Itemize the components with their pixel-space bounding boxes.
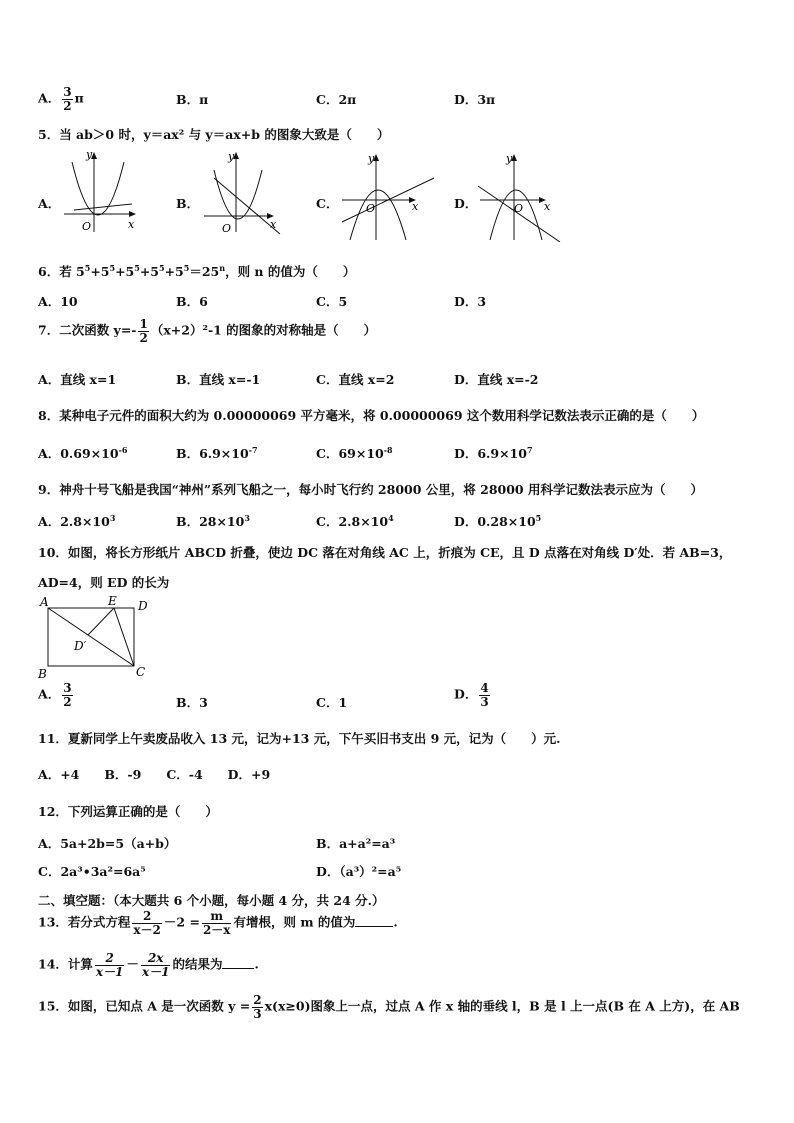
exponent: 5 [183,263,190,273]
numerator: 3 [63,85,72,99]
stem-part: 7．二次函数 y=- [38,322,137,338]
exponent: 4 [388,513,394,523]
label-c: C [136,665,146,679]
denominator: 2 [63,694,72,709]
numerator: 3 [63,681,72,695]
line [74,204,132,210]
stem-part: 6．若 5 [38,264,85,279]
stem-part: +5 [115,264,135,279]
q7-option-c: C．直线 x=2 [316,372,395,387]
fraction [479,682,489,708]
q9-option-a [38,512,115,530]
fraction [95,952,125,978]
stem-part: 14．计算 [38,956,93,972]
option-label: A． [38,686,61,702]
option-text: B．6.9×10 [176,446,249,461]
option-text: C．2.8×10 [316,514,389,529]
q5-option-a-label: A． [38,196,61,211]
numerator: 4 [480,681,489,695]
q8-option-b: B．$6.9\times 10^{-7}$ [176,445,258,461]
q10-stem-line1: 10．如图，将长方形纸片 ABCD 折叠，使边 DC 落在对角线 AC 上，折痕为 CE，且 D 点落在对角线 D′处．若 AB=3， [38,545,732,560]
x-label: x [544,200,551,213]
parabola [214,170,262,219]
option-text: D．6.9×10 [454,446,527,461]
q12-option-a: A．5a+2b=5（a+b） [38,836,177,851]
origin-label: O [222,222,232,235]
denominator: 2 [63,98,72,113]
q8-stem: 8．某种电子元件的面积大约为 0.00000069 平方毫米，将 0.00000069 这个数用科学记数法表示正确的是（ ） [38,408,705,423]
q6-stem [38,262,355,280]
q12-stem: 12．下列运算正确的是（ ） [38,804,218,819]
origin-label: O [82,220,92,233]
y-label: y [506,152,513,165]
option-text: D．0.28×10 [454,514,536,529]
diagonal-ac [48,608,134,666]
fraction [62,86,72,112]
q11-stem: 11．夏新同学上午卖废品收入 13 元，记为+13 元，下午买旧书支出 9 元，记为（ ）元. [38,731,561,746]
stem-part: +5 [90,264,110,279]
numerator: 1 [139,317,148,331]
pi-symbol: π [74,90,84,106]
exponent: 6 [121,445,128,455]
exponent: 7 [526,445,533,455]
fraction [141,952,171,978]
q5-stem: 5．当 ab＞0 时，y＝ax² 与 y＝ax+b 的图象大致是（ ） [38,127,390,142]
stem-part: 有增根，则 m 的值为 [233,914,356,930]
q4-option-d: D．3π [454,92,496,107]
fraction [202,910,232,936]
q11-options: A．+4 B．-9 C．-4 D．+9 [38,767,271,782]
stem-part: x(x≥0)图象上一点，过点 A 作 x 轴的垂线 l，B 是 l 上一点(B 在 A 上方)，在 AB [264,998,740,1014]
origin-label: O [514,202,524,215]
option-text: A．2.8×10 [38,514,110,529]
answer-blank[interactable] [355,916,393,927]
y-label: y [86,148,93,161]
numerator: 2x [141,952,171,966]
option-text: C．69×10 [316,446,384,461]
denominator: x－1 [141,964,170,979]
label-e: E [108,594,117,608]
parabola [490,190,542,240]
q7-option-b: B．直线 x=-1 [176,372,261,387]
q9-stem: 9．神舟十号飞船是我国“神州”系列飞船之一，每小时飞行约 28000 公里，将 28000 用科学记数法表示应为（ ） [38,482,703,497]
q14-stem [38,952,259,978]
y-label: y [368,152,375,165]
denominator: 3 [253,1006,262,1021]
q4-option-c: C．2π [316,92,357,107]
q6-option-b: B．6 [176,294,208,309]
denominator: x－2 [133,922,161,937]
fold-line-ce [114,608,134,666]
q12-option-c: C．2a³•3a²=6a⁵ [38,864,146,879]
q5-graph-c [334,150,440,242]
q10-option-c: C．1 [316,695,348,710]
label-a: A [40,595,49,609]
exponent: 5 [134,263,140,273]
parabola [350,190,406,240]
x-label: x [270,218,277,231]
option-label: D． [454,686,478,702]
q10-option-b: B．3 [176,695,208,710]
y-label: y [228,150,235,163]
label-d-prime: D′ [74,639,87,653]
stem-part: . [254,956,259,972]
stem-part: 13．若分式方程 [38,914,131,930]
label-d: D [138,599,148,613]
stem-part: － [126,956,139,972]
x-label: x [412,200,419,213]
denominator: 2 [139,330,148,345]
q10-figure [36,594,156,682]
exponent: n [219,263,226,273]
q13-stem [38,910,398,936]
denominator: 3 [480,694,489,709]
stem-part: +5 [139,264,159,279]
q7-option-a: A．直线 x=1 [38,372,117,387]
q7-stem [38,318,376,344]
q12-option-d: D．（a³）²=a⁵ [316,864,402,879]
exponent: 5 [535,513,542,523]
q8-option-d [454,444,533,462]
x-axis-arrow [129,211,136,217]
section-heading: 二、填空题：（本大题共 6 个小题，每小题 4 分，共 24 分.） [38,893,385,908]
q6-option-a: A．10 [38,294,78,309]
q9-option-d [454,512,541,530]
q5-graph-d [472,150,578,242]
segment-ed-prime [88,608,114,635]
q10-option-a [38,682,75,708]
q5-graph-b [198,148,288,236]
exponent: 8 [387,445,393,455]
fraction [138,318,148,344]
stem-part: . [393,914,398,930]
denominator: 2－x [202,922,231,937]
label-b: B [38,667,47,681]
numerator: 2 [253,993,262,1007]
option-text: A．0.69×10 [38,446,119,461]
stem-part: （x+2）²-1 的图象的对称轴是（ ） [150,322,377,338]
fraction [252,994,262,1020]
q5-option-b-label: B． [176,196,200,211]
q10-stem-line2: AD=4，则 ED 的长为 [38,575,170,590]
stem-part: ＝25 [189,264,220,279]
origin-label: O [366,202,376,215]
q12-option-b: B．a+a²=a³ [316,836,396,851]
exponent: 3 [244,513,250,523]
stem-part: +5 [164,264,184,279]
q9-option-c [316,512,394,530]
stem-part: －2 = [163,914,200,930]
exponent: 5 [109,263,116,273]
q6-option-c: C．5 [316,294,348,309]
exponent: 3 [109,513,116,523]
exponent: 5 [84,263,91,273]
q15-stem [38,994,740,1020]
q9-option-b [176,512,250,530]
stem-part: 15．如图，已知点 A 是一次函数 y = [38,998,251,1014]
numerator: m [202,910,232,924]
q8-option-a: A．$0.69\times 10^{-6}$ [38,445,128,461]
q6-option-d: D．3 [454,294,487,309]
fraction [132,910,162,936]
q7-option-d: D．直线 x=-2 [454,372,539,387]
denominator: x－1 [95,964,124,979]
numerator: 2 [132,910,162,924]
q4-option-b: B．π [176,92,209,107]
option-label: A． [38,90,61,106]
option-text: B．28×10 [176,514,245,529]
q8-option-c: C．$69\times 10^{-8}$ [316,445,393,461]
q5-option-c-label: C． [316,196,339,211]
exponent: 7 [252,445,258,455]
q5-option-d-label: D． [454,196,478,211]
x-label: x [128,218,135,231]
q10-option-d [454,682,492,708]
q4-option-a [38,86,84,112]
answer-blank[interactable] [222,958,254,969]
numerator: 2 [95,952,125,966]
stem-part: 的结果为 [172,956,223,972]
stem-part: ，则 n 的值为（ ） [225,264,356,279]
q5-graph-a [60,148,150,236]
fraction [62,682,72,708]
exponent: 5 [159,263,165,273]
